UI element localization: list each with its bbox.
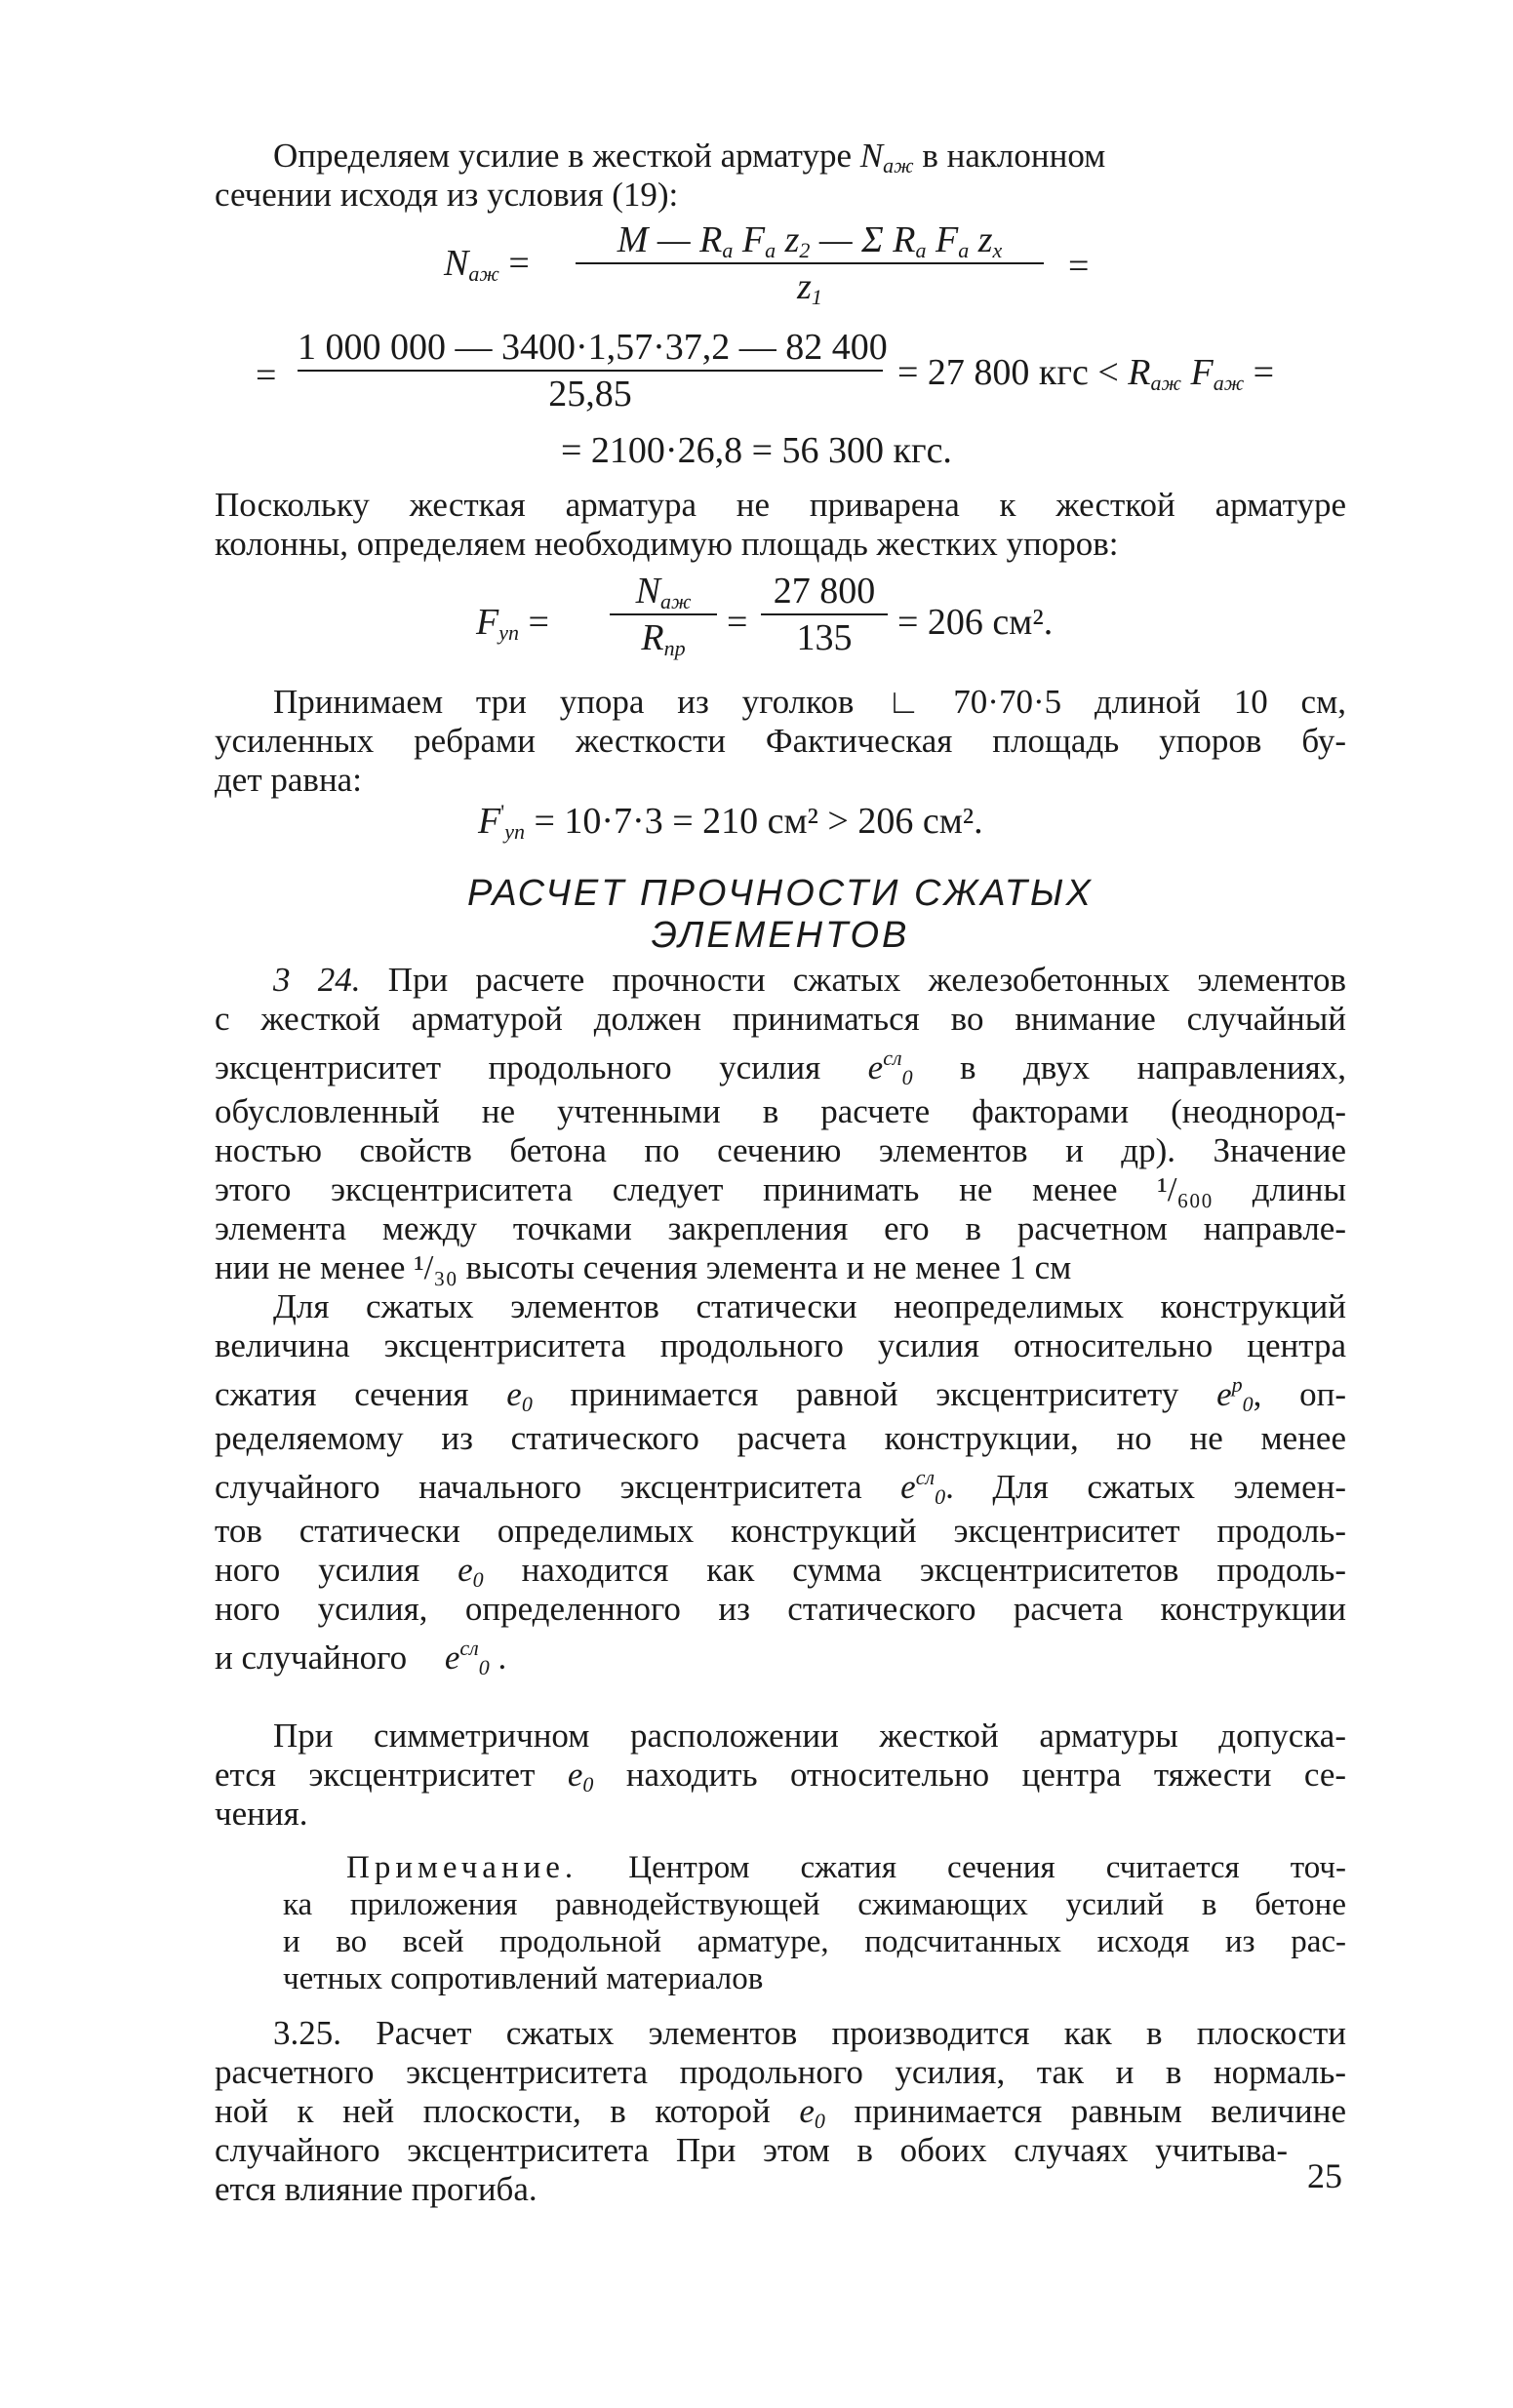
note-line-2: ка приложения равнодействующей сжимающих усилий в бетоне xyxy=(283,1887,1346,1922)
eq2-fraction xyxy=(298,327,888,414)
paragraph-3-line-2: усиленных ребрами жесткости Фактическая площадь упоров бу- xyxy=(215,722,1346,760)
eq4-lhs: $F_{уп}$ = xyxy=(476,602,549,645)
paragraph-1-line-2: сечении исходя из условия (19): xyxy=(215,176,679,214)
eq2-numerator: 1 000 000 — 3400·1,57·37,2 — 82 400 xyxy=(298,327,888,368)
s324-line-1: 3 24. При расчете прочности сжатых железобетонных элементов xyxy=(273,961,1347,999)
page-number: 25 xyxy=(1307,2156,1342,2195)
p5-line-8: ного усилия, определенного из статического расчета конструкции xyxy=(215,1590,1346,1628)
eq4-denominator-1: $R_{пр}$ xyxy=(641,617,686,660)
p5-line-4: ределяемому из статического расчета конструкции, но не менее xyxy=(215,1419,1346,1457)
s325-line-1: 3.25. Расчет сжатых элементов производится как в плоскости xyxy=(273,2014,1346,2052)
eq3: = 2100·26,8 = 56 300 кгс. xyxy=(561,430,952,471)
p5-line-6: тов статически определимых конструкций эксцентриситет продоль- xyxy=(215,1512,1346,1550)
eq4-fraction-2 xyxy=(761,571,888,658)
s324-line-4: обусловленный не учтенными в расчете факторами (неоднород- xyxy=(215,1092,1346,1130)
eq1-lhs: $N_{аж}$ = xyxy=(444,243,530,286)
note-line-1: Примечание. Центром сжатия сечения считается точ- xyxy=(346,1850,1346,1885)
eq4-fraction-1 xyxy=(610,571,717,658)
p5-line-2: величина эксцентриситета продольного усилия относительно центра xyxy=(215,1326,1346,1364)
eq1-fraction xyxy=(576,219,1044,307)
eq4-numerator-1: $N_{аж}$ xyxy=(635,571,692,613)
s324-line-8: нии не менее ¹/₃₀ высоты сечения элемента и не менее 1 см xyxy=(215,1248,1072,1286)
eq4-denominator-2: 135 xyxy=(796,617,853,658)
p6-line-3: чения. xyxy=(215,1795,308,1833)
p6-line-1: При симметричном расположении жесткой арматуры допуска- xyxy=(273,1717,1346,1755)
eq1-tail: = xyxy=(1068,246,1090,287)
paragraph-3-line-3: дет равна: xyxy=(215,761,362,799)
eq2-result: = 27 800 кгс < $R_{аж}$ $F_{аж}$ = xyxy=(897,352,1275,395)
s325-line-5: ется влияние прогиба. xyxy=(215,2170,538,2208)
s324-line-5: ностью свойств бетона по сечению элементов и др). Значение xyxy=(215,1131,1346,1169)
p5-line-3: сжатия сечения $e_0$ принимается равной эксцентриситету $e^р_0$, оп- xyxy=(215,1372,1347,1416)
s325-line-3: ной к ней плоскости, в которой $e_0$ принимается равным величине xyxy=(215,2092,1347,2133)
eq4-numerator-2: 27 800 xyxy=(773,571,876,612)
eq1-denominator: $z_1$ xyxy=(797,266,822,309)
paragraph-2-line-2: колонны, определяем необходимую площадь жестких упоров: xyxy=(215,525,1119,563)
s324-line-3: эксцентриситет продольного усилия $e^{сл}_0$ в двух направлениях, xyxy=(215,1046,1347,1089)
eq2-lead: = xyxy=(256,355,277,396)
paragraph-3-line-1: Принимаем три упора из уголков ∟ 70·70·5 длиной 10 см, xyxy=(273,683,1346,721)
paragraph-2-line-1: Поскольку жесткая арматура не приварена к жесткой арматуре xyxy=(215,486,1346,524)
s325-line-2: расчетного эксцентриситета продольного усилия, так и в нормаль- xyxy=(215,2053,1346,2091)
s324-line-7: элемента между точками закрепления его в расчетном направле- xyxy=(215,1209,1346,1247)
p5-line-7: ного усилия $e_0$ находится как сумма эксцентриситетов продоль- xyxy=(215,1551,1347,1592)
note-line-4: четных сопротивлений материалов xyxy=(283,1961,764,1996)
p5-line-9: и случайного $e^{сл}_0$ . xyxy=(215,1636,507,1679)
eq4-result: = 206 см². xyxy=(897,602,1054,643)
eq4-eq-2: = xyxy=(727,602,748,643)
eq5: $F'_{уп} = 10\cdot 7\cdot 3 = 210$ см² > 206 см². xyxy=(478,800,983,844)
s324-line-2: с жесткой арматурой должен приниматься во внимание случайный xyxy=(215,1000,1346,1038)
paragraph-1-line-1: Определяем усилие в жесткой арматуре $N_{аж}$ в наклонном xyxy=(273,137,1106,178)
eq2-denominator: 25,85 xyxy=(548,374,632,414)
note-line-3: и во всей продольной арматуре, подсчитанных исходя из рас- xyxy=(283,1924,1346,1959)
p5-line-5: случайного начального эксцентриситета $e^{сл}_0$. Для сжатых элемен- xyxy=(215,1465,1346,1509)
s325-line-4: случайного эксцентриситета При этом в обоих случаях учитыва- xyxy=(215,2131,1288,2169)
section-heading: РАСЧЕТ ПРОЧНОСТИ СЖАТЫХ ЭЛЕМЕНТОВ xyxy=(466,873,1095,956)
symbol-N-azh: $N_{аж}$ xyxy=(859,137,914,178)
s324-line-6: этого эксцентриситета следует принимать не менее ¹/₆₀₀ длины xyxy=(215,1170,1346,1208)
eq1-numerator: M — $R_а$ $F_а$ $z_2$ — Σ $R_а$ $F_а$ $z_x$ xyxy=(617,219,1003,262)
p5-line-1: Для сжатых элементов статически неопределимых конструкций xyxy=(273,1287,1346,1325)
p6-line-2: ется эксцентриситет $e_0$ находить относительно центра тяжести се- xyxy=(215,1756,1347,1796)
